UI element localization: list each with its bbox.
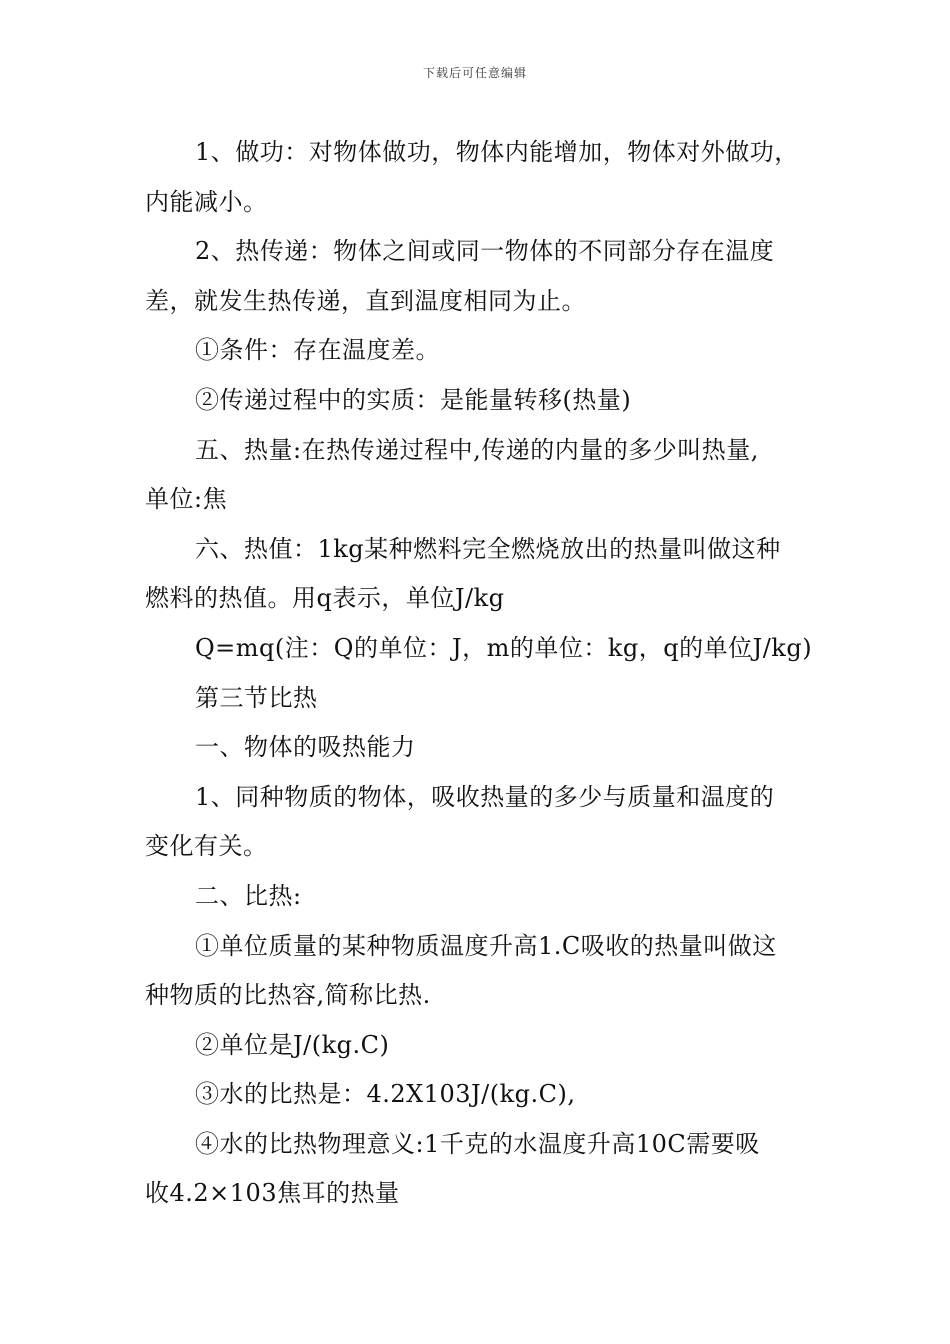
paragraph-line: ①条件：存在温度差。: [195, 336, 440, 365]
page-header: 下载后可任意编辑: [422, 66, 527, 80]
paragraph-line: ①单位质量的某种物质温度升高1.C吸收的热量叫做这: [195, 931, 777, 960]
paragraph-line: 种物质的比热容,简称比热.: [145, 981, 431, 1010]
paragraph-line: 收4.2×103焦耳的热量: [145, 1179, 400, 1208]
paragraph-line: 变化有关。: [145, 832, 268, 861]
paragraph-line: ②传递过程中的实质：是能量转移(热量): [195, 385, 632, 414]
document-body: [145, 128, 813, 1219]
subsection-heading: 二、比热:: [195, 881, 302, 910]
subsection-heading: 一、物体的吸热能力: [195, 733, 416, 762]
paragraph-line: 1、做功：对物体做功，物体内能增加，物体对外做功，: [195, 138, 799, 166]
section-heading: 第三节比热: [195, 683, 318, 712]
paragraph-line: 差，就发生热传递，直到温度相同为止。: [145, 286, 586, 315]
paragraph-line: 2、热传递：物体之间或同一物体的不同部分存在温度: [195, 237, 775, 266]
paragraph-line: 五、热量:在热传递过程中,传递的内量的多少叫热量,: [195, 435, 759, 464]
paragraph-line: 燃料的热值。用q表示，单位J/kg: [145, 584, 505, 613]
paragraph-line: ③水的比热是：4.2X103J/(kg.C),: [195, 1080, 576, 1109]
paragraph-line: 单位:焦: [145, 485, 228, 514]
paragraph-line: 内能减小。: [145, 187, 268, 216]
formula-line: Q=mq(注：Q的单位：J，m的单位：kg，q的单位J/kg): [195, 633, 813, 662]
paragraph-line: 六、热值：1kg某种燃料完全燃烧放出的热量叫做这种: [195, 534, 781, 563]
paragraph-line: ④水的比热物理意义:1千克的水温度升高10C需要吸: [195, 1129, 760, 1158]
paragraph-line: 1、同种物质的物体，吸收热量的多少与质量和温度的: [195, 782, 775, 811]
paragraph-line: ②单位是J/(kg.C): [195, 1030, 390, 1059]
